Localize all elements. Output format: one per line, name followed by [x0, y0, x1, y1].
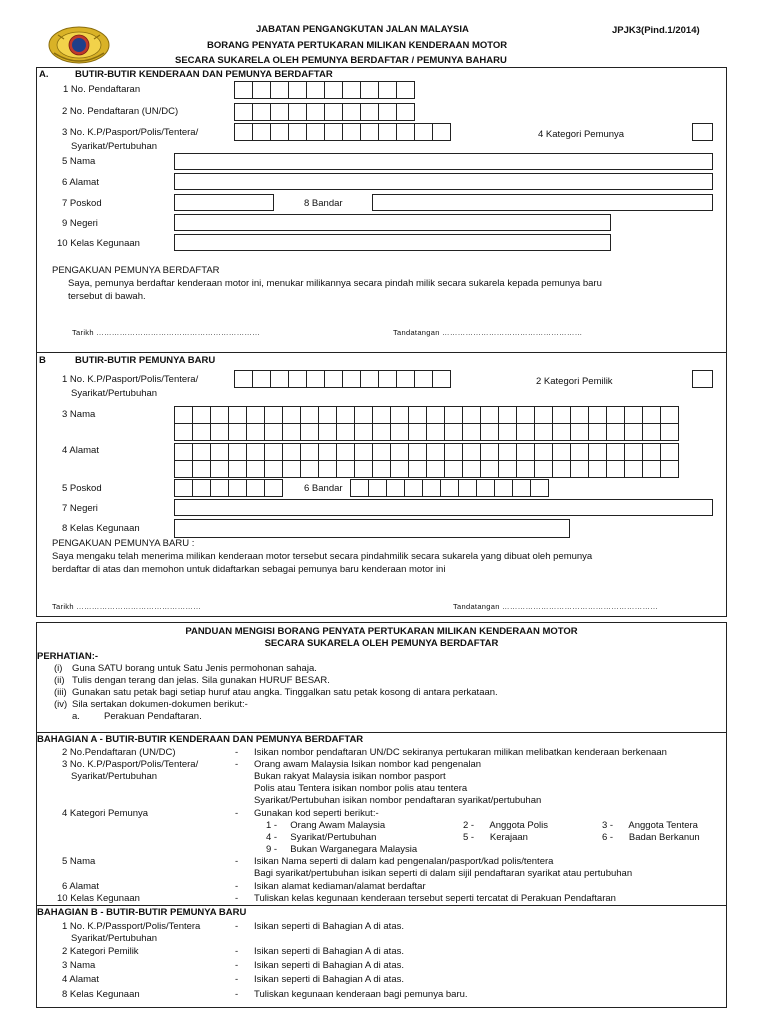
- guide-a-r3-label: 3 No. K.P/Pasport/Polis/Tentera/: [62, 759, 199, 770]
- bahagian-b-title: BAHAGIAN B - BUTIR-BUTIR PEMUNYA BARU: [37, 907, 247, 918]
- note-number: (iii): [54, 687, 67, 698]
- guide-a-r4-text: Gunakan kod seperti berikut:-: [254, 808, 379, 819]
- label-b-bandar: 6 Bandar: [304, 483, 343, 494]
- declaration-b-line2: berdaftar di atas dan memohon untuk didaftarkan sebagai pemunya baru kenderaan motor ini: [52, 564, 446, 575]
- input-b-nama-row2[interactable]: [174, 423, 679, 441]
- guide-title: PANDUAN MENGISI BORANG PENYATA PERTUKARAN MILIKAN KENDERAAN MOTOR: [185, 626, 578, 637]
- category-code: 2 - Anggota Polis: [463, 820, 549, 831]
- input-b-poskod[interactable]: [174, 479, 283, 497]
- label-no-kp: 3 No. K.P/Pasport/Polis/Tentera/: [62, 127, 199, 138]
- category-code: 5 - Kerajaan: [463, 832, 528, 843]
- jpj-emblem-icon: [48, 25, 110, 65]
- guide-dash: -: [235, 747, 239, 758]
- guide-b-r2-text: Isikan seperti di Bahagian A di atas.: [254, 946, 404, 957]
- label-alamat: 6 Alamat: [62, 177, 99, 188]
- input-kategori-pemilik[interactable]: [692, 370, 713, 388]
- input-bandar[interactable]: [372, 194, 713, 211]
- guide-dash: -: [235, 974, 239, 985]
- input-b-alamat-row1[interactable]: [174, 443, 679, 461]
- label-kategori-pemunya: 4 Kategori Pemunya: [538, 129, 625, 140]
- input-b-kelas-kegunaan[interactable]: [174, 519, 570, 538]
- label-nama: 5 Nama: [62, 156, 96, 167]
- category-code: 4 - Syarikat/Pertubuhan: [266, 832, 377, 843]
- label-b-alamat: 4 Alamat: [62, 445, 99, 456]
- guide-dash: -: [235, 893, 239, 904]
- label-no-pendaftaran: 1 No. Pendaftaran: [63, 84, 141, 95]
- tarikh-a[interactable]: Tarikh ………………………………………………………: [72, 328, 260, 337]
- input-poskod[interactable]: [174, 194, 274, 211]
- guide-a-r6-text: Isikan alamat kediaman/alamat berdaftar: [254, 881, 426, 892]
- input-no-kp[interactable]: [234, 123, 451, 141]
- header-form-title: BORANG PENYATA PERTUKARAN MILIKAN KENDERAAN MOTOR: [207, 40, 508, 51]
- guide-dash: -: [235, 960, 239, 971]
- declaration-b-line1: Saya mengaku telah menerima milikan kenderaan motor tersebut secara pindahmilik secara sukarela yang dibuat oleh pemunya: [52, 551, 593, 562]
- guide-a-r5-label: 5 Nama: [62, 856, 96, 867]
- section-b-title: BUTIR-BUTIR PEMUNYA BARU: [75, 355, 216, 366]
- tandatangan-b[interactable]: Tandatangan ……………………………………………………: [453, 602, 659, 611]
- input-b-no-kp[interactable]: [234, 370, 451, 388]
- guide-a-r10-text: Tuliskan kelas kegunaan kenderaan tersebut seperti tercatat di Perakuan Pendaftaran: [254, 893, 616, 904]
- label-b-no-kp: 1 No. K.P/Pasport/Polis/Tentera/: [62, 374, 199, 385]
- form-right-border: [726, 67, 727, 617]
- form-code: JPJK3(Pind.1/2014): [612, 25, 700, 36]
- input-kategori-pemunya[interactable]: [692, 123, 713, 141]
- note-number: (i): [54, 663, 63, 674]
- tarikh-b[interactable]: Tarikh …………………………………………: [52, 602, 201, 611]
- label-b-kelas-kegunaan: 8 Kelas Kegunaan: [62, 523, 140, 534]
- label-kategori-pemilik: 2 Kategori Pemilik: [536, 376, 613, 387]
- guide-a-r6-label: 6 Alamat: [62, 881, 99, 892]
- note-text: Guna SATU borang untuk Satu Jenis permohonan sahaja.: [72, 663, 317, 674]
- section-a-top-border: [36, 67, 727, 68]
- guide-a-r3-text: Polis atau Tentera isikan nombor polis atau tentera: [254, 783, 468, 794]
- note-number: (iv): [54, 699, 68, 710]
- label-b-nama: 3 Nama: [62, 409, 96, 420]
- guide-b-r4-label: 4 Alamat: [62, 974, 99, 985]
- guide-b-r1-label: 1 No. K.P/Passport/Polis/Tentera: [62, 921, 201, 932]
- category-code: 1 - Orang Awam Malaysia: [266, 820, 386, 831]
- label-bandar: 8 Bandar: [304, 198, 343, 209]
- bahagian-b-divider: [36, 905, 727, 906]
- guide-b-r3-text: Isikan seperti di Bahagian A di atas.: [254, 960, 404, 971]
- guide-dash: -: [235, 881, 239, 892]
- note-sub-text: Perakuan Pendaftaran.: [104, 711, 202, 722]
- guide-a-r5-text: Bagi syarikat/pertubuhan isikan seperti di dalam sijil pendaftaran syarikat atau pertubuhan: [254, 868, 633, 879]
- label-negeri: 9 Negeri: [62, 218, 98, 229]
- label-b-negeri: 7 Negeri: [62, 503, 98, 514]
- input-b-negeri[interactable]: [174, 499, 713, 516]
- guide-dash: -: [235, 946, 239, 957]
- header-agency: JABATAN PENGANGKUTAN JALAN MALAYSIA: [256, 24, 469, 35]
- input-b-bandar[interactable]: [350, 479, 549, 497]
- label-b-no-kp-2: Syarikat/Pertubuhan: [71, 388, 158, 399]
- note-text: Sila sertakan dokumen-dokumen berikut:-: [72, 699, 248, 710]
- tandatangan-a[interactable]: Tandatangan ………………………………………………: [393, 328, 583, 337]
- section-a-title: BUTIR-BUTIR KENDERAAN DAN PEMUNYA BERDAFTAR: [75, 69, 333, 80]
- bahagian-a-divider: [36, 732, 727, 733]
- label-b-poskod: 5 Poskod: [62, 483, 102, 494]
- guide-a-r3-text: Orang awam Malaysia Isikan nombor kad pengenalan: [254, 759, 482, 770]
- guide-dash: -: [235, 921, 239, 932]
- guide-a-r3-label-2: Syarikat/Pertubuhan: [71, 771, 158, 782]
- section-a-letter: A.: [39, 69, 49, 80]
- category-code: 3 - Anggota Tentera: [602, 820, 698, 831]
- label-no-kp-2: Syarikat/Pertubuhan: [71, 141, 158, 152]
- declaration-a-title: PENGAKUAN PEMUNYA BERDAFTAR: [52, 265, 220, 276]
- guide-b-r2-label: 2 Kategori Pemilik: [62, 946, 139, 957]
- input-alamat[interactable]: [174, 173, 713, 190]
- guide-a-r2-text: Isikan nombor pendaftaran UN/DC sekiranya pertukaran milikan melibatkan kenderaan berkenaan: [254, 747, 667, 758]
- input-no-pendaftaran[interactable]: [234, 81, 415, 99]
- guide-b-r8-label: 8 Kelas Kegunaan: [62, 989, 140, 1000]
- guide-b-r4-text: Isikan seperti di Bahagian A di atas.: [254, 974, 404, 985]
- guide-dash: -: [235, 856, 239, 867]
- label-poskod: 7 Poskod: [62, 198, 102, 209]
- header-form-subtitle: SECARA SUKARELA OLEH PEMUNYA BERDAFTAR / PEMUNYA BAHARU: [175, 55, 507, 66]
- note-text: Gunakan satu petak bagi setiap huruf atau angka. Tinggalkan satu petak kosong di antara perkataan.: [72, 687, 498, 698]
- guide-a-r2-label: 2 No.Pendaftaran (UN/DC): [62, 747, 176, 758]
- note-number: (ii): [54, 675, 65, 686]
- jpj-logo: [48, 25, 110, 65]
- guide-b-r8-text: Tuliskan kegunaan kenderaan bagi pemunya baru.: [254, 989, 468, 1000]
- guide-a-r5-text: Isikan Nama seperti di dalam kad pengenalan/pasport/kad polis/tentera: [254, 856, 554, 867]
- bahagian-a-title: BAHAGIAN A - BUTIR-BUTIR KENDERAAN DAN PEMUNYA BERDAFTAR: [37, 734, 364, 745]
- guide-dash: -: [235, 759, 239, 770]
- guide-dash: -: [235, 808, 239, 819]
- guide-a-r4-label: 4 Kategori Pemunya: [62, 808, 149, 819]
- guide-b-r1-text: Isikan seperti di Bahagian A di atas.: [254, 921, 404, 932]
- input-b-alamat-row2[interactable]: [174, 460, 679, 478]
- guide-a-r10-label: 10 Kelas Kegunaan: [57, 893, 140, 904]
- category-code: 6 - Badan Berkanun: [602, 832, 700, 843]
- section-b-bottom-border: [36, 616, 727, 617]
- declaration-a-line1: Saya, pemunya berdaftar kenderaan motor ini, menukar milikannya secara pindah milik secara sukarela kepada pemunya baru: [68, 278, 602, 289]
- declaration-a-line2: tersebut di bawah.: [68, 291, 146, 302]
- note-text: Tulis dengan terang dan jelas. Sila gunakan HURUF BESAR.: [72, 675, 330, 686]
- form-left-border: [36, 67, 37, 617]
- perhatian-label: PERHATIAN:-: [37, 651, 99, 662]
- input-nama[interactable]: [174, 153, 713, 170]
- input-negeri[interactable]: [174, 214, 611, 231]
- declaration-b-title: PENGAKUAN PEMUNYA BARU :: [52, 538, 195, 549]
- category-code: 9 - Bukan Warganegara Malaysia: [266, 844, 418, 855]
- guide-a-r3-text: Syarikat/Pertubuhan isikan nombor pendaftaran syarikat/pertubuhan: [254, 795, 542, 806]
- input-b-nama-row1[interactable]: [174, 406, 679, 424]
- input-kelas-kegunaan[interactable]: [174, 234, 611, 251]
- guide-subtitle: SECARA SUKARELA OLEH PEMUNYA BERDAFTAR: [264, 638, 499, 649]
- guide-b-r1-label-2: Syarikat/Pertubuhan: [71, 933, 158, 944]
- note-sub-letter: a.: [72, 711, 80, 722]
- section-b-top-border: [36, 352, 727, 353]
- section-b-letter: B: [39, 355, 46, 366]
- label-kelas-kegunaan: 10 Kelas Kegunaan: [57, 238, 140, 249]
- guide-a-r3-text: Bukan rakyat Malaysia isikan nombor pasport: [254, 771, 446, 782]
- input-no-pendaftaran-undc[interactable]: [234, 103, 415, 121]
- guide-b-r3-label: 3 Nama: [62, 960, 96, 971]
- label-no-pendaftaran-undc: 2 No. Pendaftaran (UN/DC): [62, 106, 179, 117]
- guide-dash: -: [235, 989, 239, 1000]
